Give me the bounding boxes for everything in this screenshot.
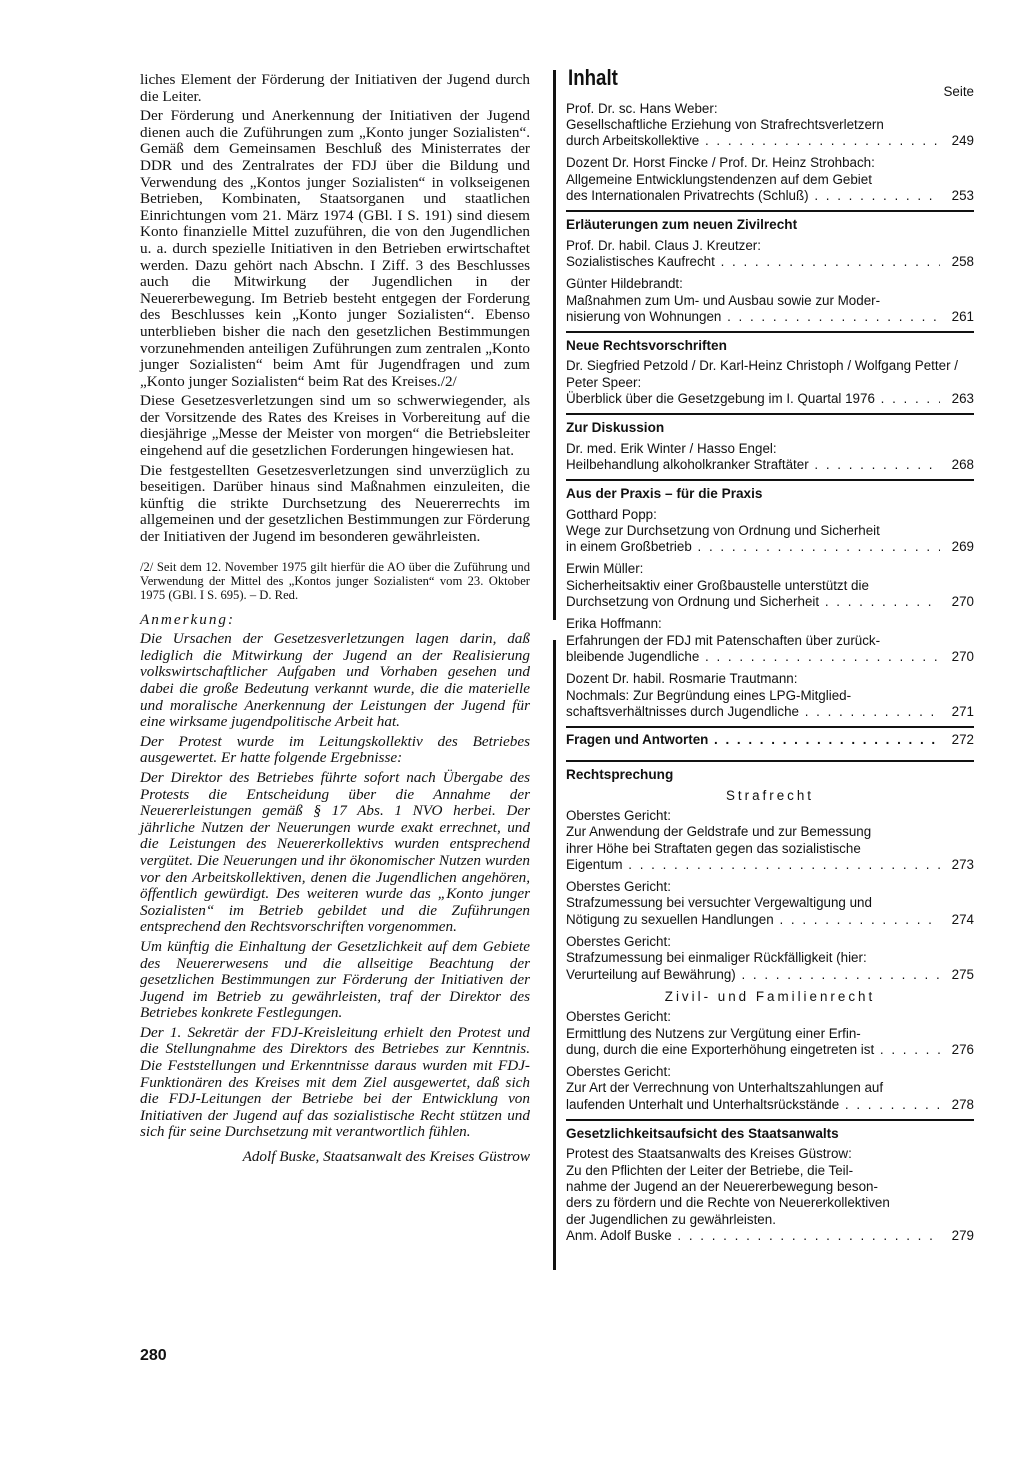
paragraph: Der Förderung und Anerkennung der Initiativen der Jugend dienen auch die Zuführungen zum „Konto junger Sozialisten“. Gemäß dem Gemeinsamen Beschluß des Ministerrates der DDR und des Zentralrates der FDJ über die Bildung und Verwendung des „Kontos junger Sozialisten“ in volkseigenen Betrieben, Kombinaten, Staatsorganen und staatlichen Einrichtungen vom 21. März 1974 (GBl. I S. 191) sind diesem Konto finanzielle Mittel zuzuführen, die von den Jugendlichen u. a. durch spezielle Initiativen in den Betrieben erwirtschaftet werden. Dazu gehört nach Abschn. I Ziff. 3 des Beschlusses auch die Mitwirkung der Jugendlichen in der Neuererbewegung. Im Betrieb besteht entgegen der Forderung des Beschlusses kein „Konto junger Sozialisten“. Ebenso unterblieben bisher die nach den gesetzlichen Bestimmungen vorzunehmenden anteiligen Zuführungen zum zentralen „Konto junger Sozialisten“ beim Amt für Jugendfragen und zum „Konto junger Sozialisten“ beim Rat des Kreises./2/ <box>140 107 530 390</box>
toc-entry-text: Maßnahmen zum Um- und Ausbau sowie zur Moder- <box>566 292 881 308</box>
toc-entry-page: 263 <box>951 391 974 407</box>
toc-entry-page: 279 <box>951 1227 974 1243</box>
toc-group <box>566 507 974 721</box>
toc-entry <box>566 808 974 873</box>
toc-entry <box>566 726 974 748</box>
toc-section-heading: Gesetzlichkeitsaufsicht des Staatsanwalts <box>566 1119 974 1142</box>
toc-section-heading: Erläuterungen zum neuen Zivilrecht <box>566 210 974 233</box>
toc-group <box>566 441 974 474</box>
toc-entry-title: Nötigung zu sexuellen Handlungen . . . <box>566 912 940 928</box>
toc-entry-text: Erfahrungen der FDJ mit Patenschaften über zurück- <box>566 632 881 648</box>
toc-entry-page: 272 <box>951 732 974 748</box>
toc-entry-author: Dr. Siegfried Petzold / Dr. Karl-Heinz Christoph / Wolfgang Petter / Peter Speer: <box>566 358 958 390</box>
toc-page-header: Seite <box>943 84 974 100</box>
annotation-paragraph: Der Protest wurde im Leitungskollektiv des Betriebes ausgewertet. Er hatte folgende Ergebnisse: <box>140 732 530 767</box>
table-of-contents <box>566 65 974 1250</box>
paragraph: Die festgestellten Gesetzesverletzungen sind unverzüglich zu beseitigen. Darüber hinaus sind Maßnahmen einzuleiten, die künftig die strikte Durchsetzung des Neuererrechts im allgemeinen und der gesetzlichen Bestimmungen zur Förderung der Initiativen der Jugend im besonderen gewährleisten. <box>140 461 530 546</box>
toc-subsection-heading: Strafrecht <box>725 787 815 803</box>
toc-entry-text: Nochmals: Zur Begründung eines LPG-Mitglied- <box>566 687 852 703</box>
toc-entry-title: bleibende Jugendliche . . . <box>566 649 940 665</box>
toc-entry-page: 278 <box>951 1096 974 1112</box>
toc-entry <box>566 934 974 983</box>
toc-entry-title: des Internationalen Privatrechts (Schluß) . . . <box>566 188 940 204</box>
toc-entry <box>566 101 974 150</box>
toc-subsection-heading: Zivil- und Familienrecht <box>664 988 876 1004</box>
toc-section-heading: Aus der Praxis – für die Praxis <box>566 479 974 502</box>
toc-entry-page: 273 <box>951 856 974 872</box>
annotation-paragraph: Die Ursachen der Gesetzesverletzungen lagen darin, daß lediglich die Mitwirkung der Jugend an der Realisierung volkswirtschaftlicher Aufgaben und Vorhaben gesehen und dabei die große Bedeutung verkannt wurde, die die materielle und moralische Anerkennung der Leistungen der Jugend für eine wirksame jugendpolitische Arbeit hat. <box>140 630 530 731</box>
toc-entry <box>566 441 974 474</box>
toc-entry-page: 253 <box>951 188 974 204</box>
toc-group <box>566 1146 974 1244</box>
toc-entry-author: Günter Hildebrandt: <box>566 276 683 292</box>
toc-entry-title: Fragen und Antworten . . . <box>566 732 940 748</box>
toc-entry-title: Durchsetzung von Ordnung und Sicherheit . . . <box>566 594 940 610</box>
toc-entry-title: Verurteilung auf Bewährung) . . . <box>566 967 940 983</box>
toc-entry-page: 275 <box>951 966 974 982</box>
toc-entry-page: 274 <box>951 911 974 927</box>
toc-entry-title: dung, durch die eine Exporterhöhung eingetreten ist . . . <box>566 1042 940 1058</box>
toc-entry-title: Heilbehandlung alkoholkranker Straftäter . . . <box>566 457 940 473</box>
toc-entry-text: ders zu fördern und die Rechte von Neuererkollektiven <box>566 1195 890 1211</box>
toc-entry <box>566 507 974 556</box>
toc-entry-title: in einem Großbetrieb . . . <box>566 539 940 555</box>
toc-entry-text: Strafzumessung bei einmaliger Rückfälligkeit (hier: <box>566 950 867 966</box>
toc-entry-page: 276 <box>951 1041 974 1057</box>
toc-entry <box>566 616 974 665</box>
toc-entry-author: Dr. med. Erik Winter / Hasso Engel: <box>566 440 777 456</box>
paragraph: Diese Gesetzesverletzungen sind um so schwerwiegender, als der Vorsitzende des Rates des Kreises in Vorbereitung auf die diesjährige „Messe der Meister von morgen“ die Betriebsleiter eingehend auf die gesetzlichen Forderungen hingewiesen hat. <box>140 392 530 460</box>
toc-entry <box>566 238 974 271</box>
toc-entry-page: 270 <box>951 594 974 610</box>
toc-entry-text: Zur Art der Verrechnung von Unterhaltszahlungen auf <box>566 1080 884 1096</box>
annotation-paragraph: Um künftig die Einhaltung der Gesetzlichkeit auf dem Gebiete des Neuererwesens und die allseitige Beachtung der gesetzlichen Bestimmungen zur Förderung der Initiativen der Jugend im Betrieb zu gewährleisten, traf der Direktor des Betriebes konkrete Festlegungen. <box>140 937 530 1022</box>
toc-entry <box>566 1009 974 1058</box>
toc-entry-author: Prof. Dr. sc. Hans Weber: <box>566 100 718 116</box>
toc-entry-author: Erwin Müller: <box>566 561 644 577</box>
annotation-heading: Anmerkung: <box>140 610 236 628</box>
toc-entry-title: Eigentum . . . <box>566 857 940 873</box>
signature: Adolf Buske, Staatsanwalt des Kreises Güstrow <box>242 1148 530 1166</box>
toc-entry-title: schaftsverhältnisses durch Jugendliche . . . <box>566 704 940 720</box>
toc-entry <box>566 1146 974 1244</box>
toc-entry-title: durch Arbeitskollektive . . . <box>566 133 940 149</box>
toc-group <box>566 238 974 325</box>
toc-entry-text: Gesellschaftliche Erziehung von Strafrechtsverletzern <box>566 116 884 132</box>
toc-entry-page: 268 <box>951 456 974 472</box>
toc-entry-page: 271 <box>951 703 974 719</box>
toc-entry-text: Ermittlung des Nutzens zur Vergütung einer Erfin- <box>566 1025 861 1041</box>
toc-entry-page: 269 <box>951 539 974 555</box>
toc-entry-title: laufenden Unterhalt und Unterhaltsrückstände . . . <box>566 1097 940 1113</box>
toc-entry-text: nahme der Jugend an der Neuererbewegung beson- <box>566 1178 878 1194</box>
column-divider <box>553 640 556 1270</box>
page-number: 280 <box>140 1347 167 1364</box>
toc-entry-author: Protest des Staatsanwalts des Kreises Güstrow: <box>566 1146 852 1162</box>
toc-group <box>566 808 974 983</box>
footnote: /2/ Seit dem 12. November 1975 gilt hierfür die AO über die Zuführung und Verwendung der Mittel des „Kontos junger Sozialisten“ vom 23. Oktober 1975 (GBl. I S. 695). – D. Red. <box>140 559 530 602</box>
toc-entry-text: Zur Anwendung der Geldstrafe und zur Bemessung <box>566 824 872 840</box>
toc-entry-author: Dozent Dr. Horst Fincke / Prof. Dr. Heinz Strohbach: <box>566 155 875 171</box>
toc-entry-author: Oberstes Gericht: <box>566 934 671 950</box>
toc-entry <box>566 561 974 610</box>
toc-entry <box>566 671 974 720</box>
toc-section-heading: Zur Diskussion <box>566 413 974 436</box>
toc-group <box>566 358 974 407</box>
toc-group <box>566 101 974 205</box>
toc-entry-title: Anm. Adolf Buske . . . <box>566 1228 940 1244</box>
toc-entry-author: Oberstes Gericht: <box>566 879 671 895</box>
toc-entry-text: Sicherheitsaktiv einer Großbaustelle unterstützt die <box>566 577 869 593</box>
toc-group <box>566 1009 974 1113</box>
toc-entry <box>566 358 974 407</box>
toc-entry-text: Wege zur Durchsetzung von Ordnung und Sicherheit <box>566 522 880 538</box>
toc-entry-author: Dozent Dr. habil. Rosmarie Trautmann: <box>566 671 798 687</box>
toc-entry-author: Oberstes Gericht: <box>566 807 671 823</box>
left-column <box>140 72 530 1169</box>
toc-entry <box>566 276 974 325</box>
toc-entry-title: Überblick über die Gesetzgebung im I. Quartal 1976 . . . <box>566 391 940 407</box>
toc-entry-author: Gotthard Popp: <box>566 506 657 522</box>
annotation-paragraph: Der 1. Sekretär der FDJ-Kreisleitung erhielt den Protest und die Stellungnahme des Direktors des Betriebes zur Kenntnis. Die Feststellungen und Erkenntnisse daraus wurden mit FDJ-Funktionären des Kreises mit dem Ziel ausgewertet, daß sich die FDJ-Leitungen der Betriebe bei der Entwicklung von Initiativen der Jugend auf das sozialistische Recht stützen und sich für seine Durchsetzung mit verantwortlich fühlen. <box>140 1023 530 1141</box>
toc-section-heading: Neue Rechtsvorschriften <box>566 331 974 354</box>
toc-entry-text: Allgemeine Entwicklungstendenzen auf dem Gebiet <box>566 171 872 187</box>
toc-entry-text: Strafzumessung bei versuchter Vergewaltigung und <box>566 895 872 911</box>
toc-entry-text: der Jugendlichen zu gewährleisten. <box>566 1211 776 1227</box>
toc-title: Inhalt <box>568 65 618 90</box>
column-divider <box>553 70 556 620</box>
toc-entry-author: Prof. Dr. habil. Claus J. Kreutzer: <box>566 237 761 253</box>
toc-entry <box>566 1064 974 1113</box>
toc-entry-title: Sozialistisches Kaufrecht . . . <box>566 254 940 270</box>
toc-entry-page: 249 <box>951 133 974 149</box>
paragraph: liches Element der Förderung der Initiativen der Jugend durch die Leiter. <box>140 71 530 105</box>
toc-entry-page: 270 <box>951 648 974 664</box>
toc-entry-author: Erika Hoffmann: <box>566 616 662 632</box>
toc-entry-text: ihrer Höhe bei Straftaten gegen das sozialistische <box>566 840 861 856</box>
toc-entry-page: 261 <box>951 308 974 324</box>
toc-entry-author: Oberstes Gericht: <box>566 1009 671 1025</box>
toc-entry <box>566 879 974 928</box>
toc-entry-author: Oberstes Gericht: <box>566 1064 671 1080</box>
toc-entry <box>566 155 974 204</box>
toc-entry-page: 258 <box>951 253 974 269</box>
toc-entry-text: Zu den Pflichten der Leiter der Betriebe, die Teil- <box>566 1162 854 1178</box>
annotation-paragraph: Der Direktor des Betriebes führte sofort nach Übergabe des Protests die Entscheidung über die Annahme der Neuererleistungen gemäß § 17 Abs. 1 NVO herbei. Der jährliche Nutzen der Neuerungen wurde exakt errechnet, und die Leistungen des Neuererkollektivs wurden entsprechend vergütet. Die Neuerungen und ihr ökonomischer Nutzen wurden vor den Arbeitskollektiven, denen die Jugendlichen angehören, öffentlich gewürdigt. Des weiteren wurde das „Konto junger Sozialisten“ im Betrieb gebildet und die Zuführungen entsprechend den Rechtsvorschriften vorgenommen. <box>140 768 530 936</box>
toc-entry-title: nisierung von Wohnungen . . . <box>566 309 940 325</box>
toc-section-heading: Rechtsprechung <box>566 760 974 783</box>
